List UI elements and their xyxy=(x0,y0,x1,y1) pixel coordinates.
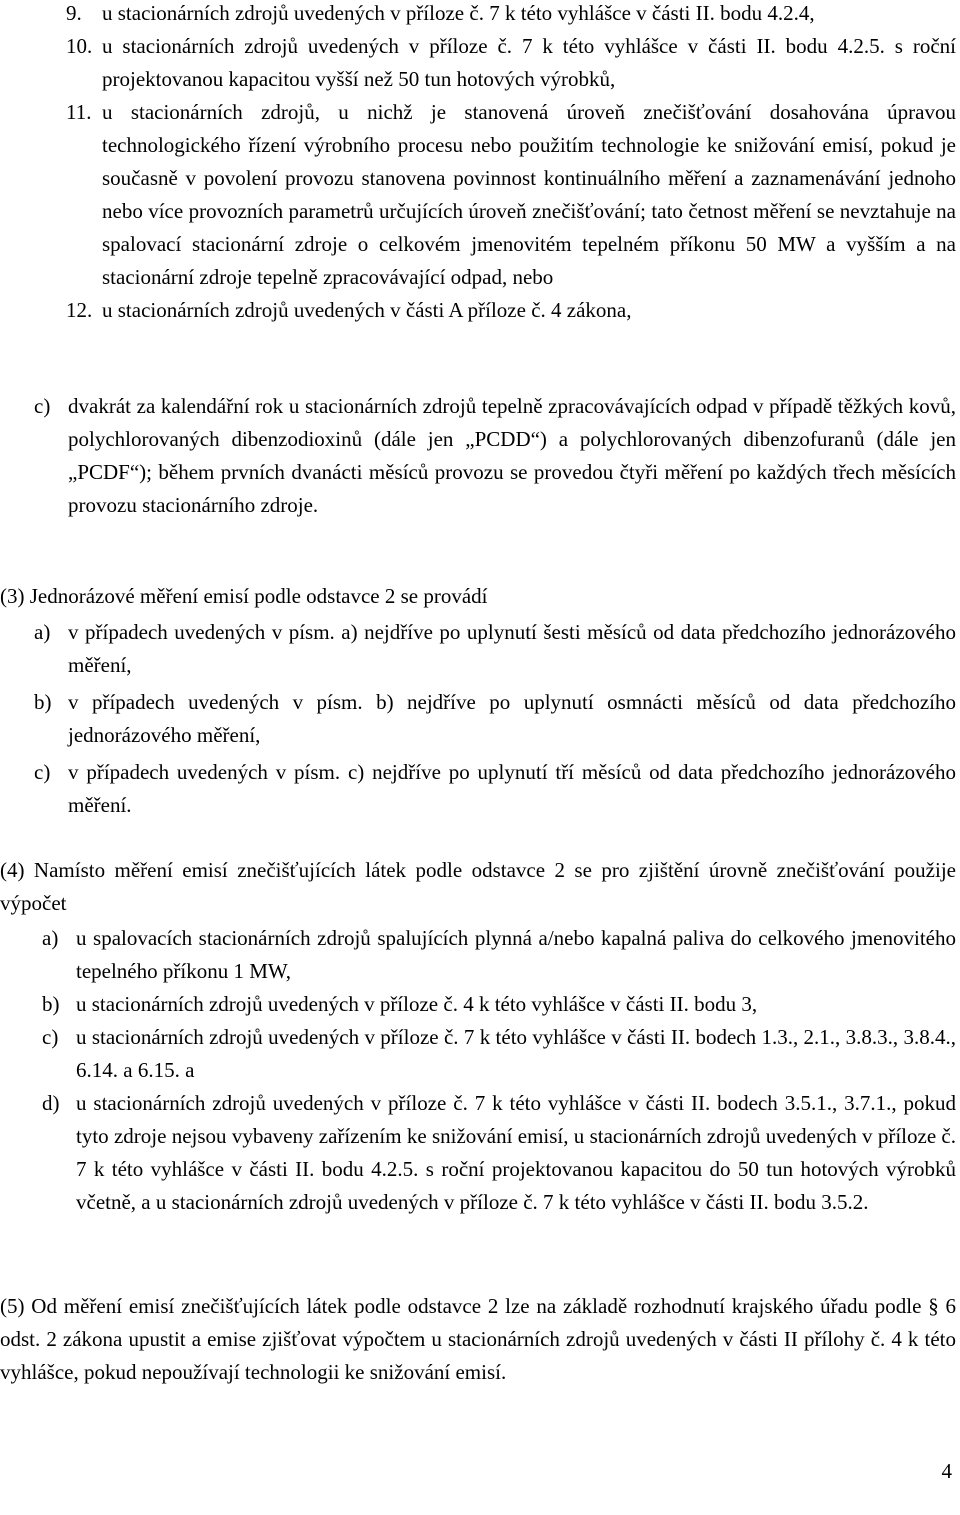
page-number: 4 xyxy=(941,1459,952,1483)
section-paragraph: (5) Od měření emisí znečišťujících látek podle odstavce 2 lze na základě rozhodnutí krajského úřadu podle § 6 odst. 2 zákona upustit a emise zjišťovat výpočtem u stacionárních zdrojů uvedených v části II přílohy č. 4 k této vyhlášce, pokud nepoužívají technologii ke snižování emisí. xyxy=(0,1294,956,1384)
list-item xyxy=(34,616,956,682)
item-number: b) xyxy=(42,992,60,1016)
item-number: b) xyxy=(34,690,52,714)
list-item xyxy=(42,988,956,1021)
item-text: u stacionárních zdrojů, u nichž je stanovená úroveň znečišťování dosahována úpravou technologického řízení výrobního procesu nebo použitím technologie ke snižování emisí, pokud je současně v povolení provozu stanovena povinnost kontinuálního měření a zaznamenávání jednoho nebo více provozních parametrů určujících úroveň znečišťování; tato četnost měření se nevztahuje na spalovací stacionární zdroje o celkovém jmenovitém tepelném příkonu 50 MW a vyšším a na stacionární zdroje tepelně zpracovávající odpad, nebo xyxy=(102,100,956,289)
section-3-list xyxy=(34,616,956,822)
item-number: c) xyxy=(34,394,51,418)
numbered-list xyxy=(66,0,956,327)
item-c xyxy=(34,390,956,522)
list-item xyxy=(66,294,956,327)
list-item xyxy=(42,1021,956,1087)
section-5 xyxy=(0,1290,956,1389)
item-number: 12. xyxy=(66,298,93,322)
item-text: u stacionárních zdrojů uvedených v příloze č. 7 k této vyhlášce v části II. bodech 1.3., 2.1., 3.8.3., 3.8.4., 6.14. a 6.15. a xyxy=(76,1025,956,1082)
item-text: u stacionárních zdrojů uvedených v příloze č. 4 k této vyhlášce v části II. bodu 3, xyxy=(76,992,758,1016)
item-number: d) xyxy=(42,1091,60,1115)
list-item xyxy=(66,30,956,96)
item-text: dvakrát za kalendářní rok u stacionárních zdrojů tepelně zpracovávajících odpad v případě těžkých kovů, polychlorovaných dibenzodioxinů (dále jen „PCDD“) a polychlorovaných dibenzofuranů (dále jen „PCDF“); během prvních dvanácti měsíců provozu se provedou čtyři měření po každých třech měsících provozu stacionárního zdroje. xyxy=(68,394,956,517)
item-text: v případech uvedených v písm. a) nejdříve po uplynutí šesti měsíců od data předchozího jednorázového měření, xyxy=(68,620,956,677)
item-number: 11. xyxy=(66,100,92,124)
list-item xyxy=(34,756,956,822)
item-text: v případech uvedených v písm. c) nejdříve po uplynutí tří měsíců od data předchozího jednorázového měření. xyxy=(68,760,956,817)
list-item xyxy=(42,1087,956,1219)
item-text: u spalovacích stacionárních zdrojů spalujících plynná a/nebo kapalná paliva do celkového jmenovitého tepelného příkonu 1 MW, xyxy=(76,926,956,983)
list-item xyxy=(34,390,956,522)
section-3 xyxy=(0,580,956,613)
list-item xyxy=(66,0,956,30)
item-text: u stacionárních zdrojů uvedených v příloze č. 7 k této vyhlášce v části II. bodu 4.2.4, xyxy=(102,1,815,25)
item-text: u stacionárních zdrojů uvedených v části A příloze č. 4 zákona, xyxy=(102,298,632,322)
item-number: a) xyxy=(42,926,59,950)
item-number: 10. xyxy=(66,34,93,58)
item-number: c) xyxy=(42,1025,59,1049)
list-item xyxy=(42,922,956,988)
item-number: a) xyxy=(34,620,51,644)
section-intro: (4) Namísto měření emisí znečišťujících látek podle odstavce 2 se pro zjištění úrovně znečišťování použije výpočet xyxy=(0,858,956,915)
list-item xyxy=(34,686,956,752)
item-number: c) xyxy=(34,760,51,784)
item-number: 9. xyxy=(66,1,82,25)
section-4-list xyxy=(42,922,956,1219)
list-item xyxy=(66,96,956,294)
section-4 xyxy=(0,854,956,920)
section-intro: (3) Jednorázové měření emisí podle odstavce 2 se provádí xyxy=(0,584,488,608)
item-text: u stacionárních zdrojů uvedených v příloze č. 7 k této vyhlášce v části II. bodech 3.5.1., 3.7.1., pokud tyto zdroje nejsou vybaveny zařízením ke snižování emisí, u stacionárních zdrojů uvedených v příloze č. 7 k této vyhlášce v části II. bodu 4.2.5. s roční projektovanou kapacitou do 50 tun hotových výrobků včetně, a u stacionárních zdrojů uvedených v příloze č. 7 k této vyhlášce v části II. bodu 3.5.2. xyxy=(76,1091,956,1214)
item-text: v případech uvedených v písm. b) nejdříve po uplynutí osmnácti měsíců od data předchozího jednorázového měření, xyxy=(68,690,956,747)
item-text: u stacionárních zdrojů uvedených v příloze č. 7 k této vyhlášce v části II. bodu 4.2.5. s roční projektovanou kapacitou vyšší než 50 tun hotových výrobků, xyxy=(102,34,956,91)
